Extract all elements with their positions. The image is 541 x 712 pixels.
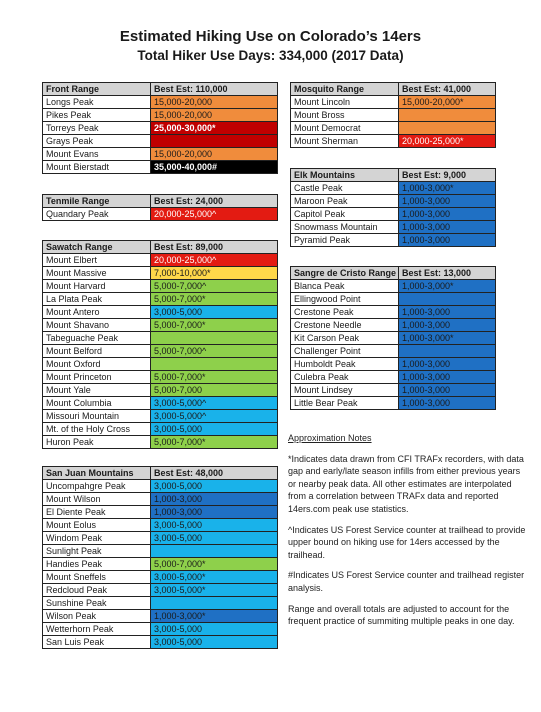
best-estimate: Best Est: 24,000 [151, 195, 278, 208]
peak-name: Mount Evans [43, 148, 151, 161]
table-row [43, 410, 278, 423]
peak-name: Mount Bross [291, 109, 399, 122]
use-estimate: 1,000-3,000 [399, 195, 496, 208]
peak-name: Castle Peak [291, 182, 399, 195]
table-row [43, 436, 278, 449]
use-estimate: 3,000-5,000 [151, 519, 278, 532]
range-name: Elk Mountains [291, 169, 399, 182]
table-row [43, 345, 278, 358]
table-row [291, 280, 496, 293]
table-row [43, 254, 278, 267]
use-estimate: 3,000-5,000 [151, 623, 278, 636]
use-estimate: 15,000-20,000 [151, 109, 278, 122]
use-estimate: 3,000-5,000 [151, 532, 278, 545]
table-header [43, 83, 278, 96]
peak-name: Mount Sherman [291, 135, 399, 148]
peak-name: Mount Shavano [43, 319, 151, 332]
use-estimate: 1,000-3,000 [399, 319, 496, 332]
table-row [43, 493, 278, 506]
table-row [43, 506, 278, 519]
use-estimate: 15,000-20,000 [151, 96, 278, 109]
use-estimate: 1,000-3,000 [399, 306, 496, 319]
best-estimate: Best Est: 48,000 [151, 467, 278, 480]
table-row [291, 208, 496, 221]
peak-name: Wetterhorn Peak [43, 623, 151, 636]
range-name: Tenmile Range [43, 195, 151, 208]
best-estimate: Best Est: 9,000 [399, 169, 496, 182]
range-name: Sawatch Range [43, 241, 151, 254]
page-subtitle: Total Hiker Use Days: 334,000 (2017 Data) [137, 48, 404, 63]
peak-name: Mount Sneffels [43, 571, 151, 584]
peak-name: Culebra Peak [291, 371, 399, 384]
table-row [43, 545, 278, 558]
peak-name: Little Bear Peak [291, 397, 399, 410]
range-name: Front Range [43, 83, 151, 96]
peak-name: Sunlight Peak [43, 545, 151, 558]
notes-heading: Approximation Notes [288, 433, 372, 443]
table-row [43, 280, 278, 293]
peak-name: Humboldt Peak [291, 358, 399, 371]
table-front-range [42, 82, 278, 174]
use-estimate: 5,000-7,000* [151, 436, 278, 449]
use-estimate [151, 135, 278, 148]
table-row [43, 519, 278, 532]
peak-name: Mount Columbia [43, 397, 151, 410]
table-sangre-de-cristo-range [290, 266, 496, 410]
table-row [43, 161, 278, 174]
table-row [43, 480, 278, 493]
table-row [43, 584, 278, 597]
use-estimate: 1,000-3,000* [399, 182, 496, 195]
peak-name: Windom Peak [43, 532, 151, 545]
best-estimate: Best Est: 41,000 [399, 83, 496, 96]
use-estimate: 3,000-5,000^ [151, 397, 278, 410]
peak-name: Mt. of the Holy Cross [43, 423, 151, 436]
page-title: Estimated Hiking Use on Colorado’s 14ers [119, 28, 422, 45]
peak-name: Mount Oxford [43, 358, 151, 371]
table-row [43, 135, 278, 148]
table-row [291, 397, 496, 410]
table-row [43, 610, 278, 623]
use-estimate: 1,000-3,000* [399, 280, 496, 293]
use-estimate: 15,000-20,000* [399, 96, 496, 109]
peak-name: Mount Lindsey [291, 384, 399, 397]
use-estimate: 20,000-25,000* [399, 135, 496, 148]
use-estimate: 3,000-5,000* [151, 571, 278, 584]
peak-name: Wilson Peak [43, 610, 151, 623]
peak-name: Handies Peak [43, 558, 151, 571]
peak-name: Mount Yale [43, 384, 151, 397]
peak-name: Sunshine Peak [43, 597, 151, 610]
use-estimate: 5,000-7,000* [151, 293, 278, 306]
table-row [43, 332, 278, 345]
peak-name: Grays Peak [43, 135, 151, 148]
table-row [43, 597, 278, 610]
peak-name: Crestone Peak [291, 306, 399, 319]
peak-name: Mount Princeton [43, 371, 151, 384]
table-row [43, 122, 278, 135]
table-row [291, 384, 496, 397]
note-usfs-register: #Indicates US Forest Service counter and trailhead register analysis. [288, 570, 525, 593]
use-estimate: 3,000-5,000* [151, 584, 278, 597]
use-estimate: 5,000-7,000 [151, 384, 278, 397]
peak-name: Mount Belford [43, 345, 151, 358]
peak-name: Mount Bierstadt [43, 161, 151, 174]
use-estimate [151, 358, 278, 371]
table-header [291, 169, 496, 182]
use-estimate [151, 597, 278, 610]
best-estimate: Best Est: 110,000 [151, 83, 278, 96]
use-estimate: 5,000-7,000* [151, 558, 278, 571]
use-estimate: 1,000-3,000 [399, 384, 496, 397]
peak-name: Quandary Peak [43, 208, 151, 221]
use-estimate: 1,000-3,000 [399, 234, 496, 247]
table-row [291, 96, 496, 109]
table-row [43, 636, 278, 649]
peak-name: Uncompahgre Peak [43, 480, 151, 493]
use-estimate: 1,000-3,000 [399, 358, 496, 371]
table-row [43, 109, 278, 122]
use-estimate: 20,000-25,000^ [151, 254, 278, 267]
use-estimate: 3,000-5,000 [151, 423, 278, 436]
table-row [43, 571, 278, 584]
table-header [291, 83, 496, 96]
note-range-totals: Range and overall totals are adjusted to account for the frequent practice of summiting multiple peaks in one day. [288, 603, 515, 627]
peak-name: Mount Massive [43, 267, 151, 280]
table-row [43, 558, 278, 571]
table-sawatch-range [42, 240, 278, 449]
use-estimate: 3,000-5,000^ [151, 410, 278, 423]
use-estimate: 1,000-3,000* [399, 332, 496, 345]
peak-name: Mount Elbert [43, 254, 151, 267]
peak-name: Longs Peak [43, 96, 151, 109]
peak-name: Tabeguache Peak [43, 332, 151, 345]
peak-name: La Plata Peak [43, 293, 151, 306]
table-row [291, 135, 496, 148]
use-estimate [151, 545, 278, 558]
table-row [291, 345, 496, 358]
table-row [291, 182, 496, 195]
use-estimate [399, 122, 496, 135]
use-estimate: 1,000-3,000 [399, 221, 496, 234]
use-estimate: 15,000-20,000 [151, 148, 278, 161]
peak-name: Huron Peak [43, 436, 151, 449]
peak-name: Pyramid Peak [291, 234, 399, 247]
table-row [43, 293, 278, 306]
table-row [43, 384, 278, 397]
table-row [291, 234, 496, 247]
table-row [43, 358, 278, 371]
peak-name: Mount Wilson [43, 493, 151, 506]
table-row [291, 371, 496, 384]
range-name: Sangre de Cristo Range [291, 267, 399, 280]
peak-name: Torreys Peak [43, 122, 151, 135]
note-trafx: *Indicates data drawn from CFI TRAFx recorders, with data gap and early/late season infills from either previous years or nearby peak data. All other estimates are interpolated from a correlation between TRAFx data and reported 14ers.com peak use statistics. [288, 453, 524, 514]
use-estimate: 5,000-7,000* [151, 371, 278, 384]
peak-name: Mount Eolus [43, 519, 151, 532]
table-header [291, 267, 496, 280]
peak-name: Snowmass Mountain [291, 221, 399, 234]
table-row [291, 306, 496, 319]
table-row [291, 195, 496, 208]
peak-name: Crestone Needle [291, 319, 399, 332]
approximation-notes [288, 432, 526, 636]
table-san-juan-mountains [42, 466, 278, 649]
use-estimate: 1,000-3,000 [151, 506, 278, 519]
table-row [43, 423, 278, 436]
table-row [291, 221, 496, 234]
use-estimate: 35,000-40,000# [151, 161, 278, 174]
use-estimate: 5,000-7,000^ [151, 280, 278, 293]
table-row [43, 96, 278, 109]
use-estimate [399, 293, 496, 306]
table-row [43, 397, 278, 410]
peak-name: Mount Antero [43, 306, 151, 319]
note-usfs-counter: ^Indicates US Forest Service counter at trailhead to provide upper bound on hiking use for 14ers accessed by the trailhead. [288, 524, 526, 560]
table-row [291, 358, 496, 371]
use-estimate: 5,000-7,000^ [151, 345, 278, 358]
table-row [291, 332, 496, 345]
peak-name: Ellingwood Point [291, 293, 399, 306]
use-estimate: 3,000-5,000 [151, 636, 278, 649]
use-estimate: 25,000-30,000* [151, 122, 278, 135]
peak-name: El Diente Peak [43, 506, 151, 519]
table-row [43, 532, 278, 545]
peak-name: Mount Democrat [291, 122, 399, 135]
peak-name: Redcloud Peak [43, 584, 151, 597]
table-elk-mountains [290, 168, 496, 247]
peak-name: Mount Harvard [43, 280, 151, 293]
peak-name: Mount Lincoln [291, 96, 399, 109]
table-row [43, 623, 278, 636]
peak-name: Kit Carson Peak [291, 332, 399, 345]
use-estimate: 1,000-3,000 [399, 397, 496, 410]
table-row [43, 148, 278, 161]
use-estimate [399, 345, 496, 358]
table-row [43, 306, 278, 319]
use-estimate [399, 109, 496, 122]
table-row [43, 208, 278, 221]
range-name: San Juan Mountains [43, 467, 151, 480]
use-estimate: 3,000-5,000 [151, 306, 278, 319]
use-estimate: 20,000-25,000^ [151, 208, 278, 221]
range-name: Mosquito Range [291, 83, 399, 96]
table-row [43, 371, 278, 384]
use-estimate: 3,000-5,000 [151, 480, 278, 493]
peak-name: San Luis Peak [43, 636, 151, 649]
table-row [291, 293, 496, 306]
best-estimate: Best Est: 89,000 [151, 241, 278, 254]
table-row [43, 319, 278, 332]
peak-name: Maroon Peak [291, 195, 399, 208]
use-estimate: 1,000-3,000* [151, 610, 278, 623]
table-row [43, 267, 278, 280]
use-estimate: 1,000-3,000 [399, 208, 496, 221]
use-estimate [151, 332, 278, 345]
table-mosquito-range [290, 82, 496, 148]
table-header [43, 467, 278, 480]
table-row [291, 109, 496, 122]
use-estimate: 1,000-3,000 [399, 371, 496, 384]
peak-name: Pikes Peak [43, 109, 151, 122]
use-estimate: 1,000-3,000 [151, 493, 278, 506]
use-estimate: 5,000-7,000* [151, 319, 278, 332]
table-row [291, 319, 496, 332]
table-header [43, 241, 278, 254]
table-header [43, 195, 278, 208]
table-row [291, 122, 496, 135]
best-estimate: Best Est: 13,000 [399, 267, 496, 280]
peak-name: Capitol Peak [291, 208, 399, 221]
peak-name: Blanca Peak [291, 280, 399, 293]
use-estimate: 7,000-10,000* [151, 267, 278, 280]
peak-name: Challenger Point [291, 345, 399, 358]
peak-name: Missouri Mountain [43, 410, 151, 423]
table-tenmile-range [42, 194, 278, 221]
